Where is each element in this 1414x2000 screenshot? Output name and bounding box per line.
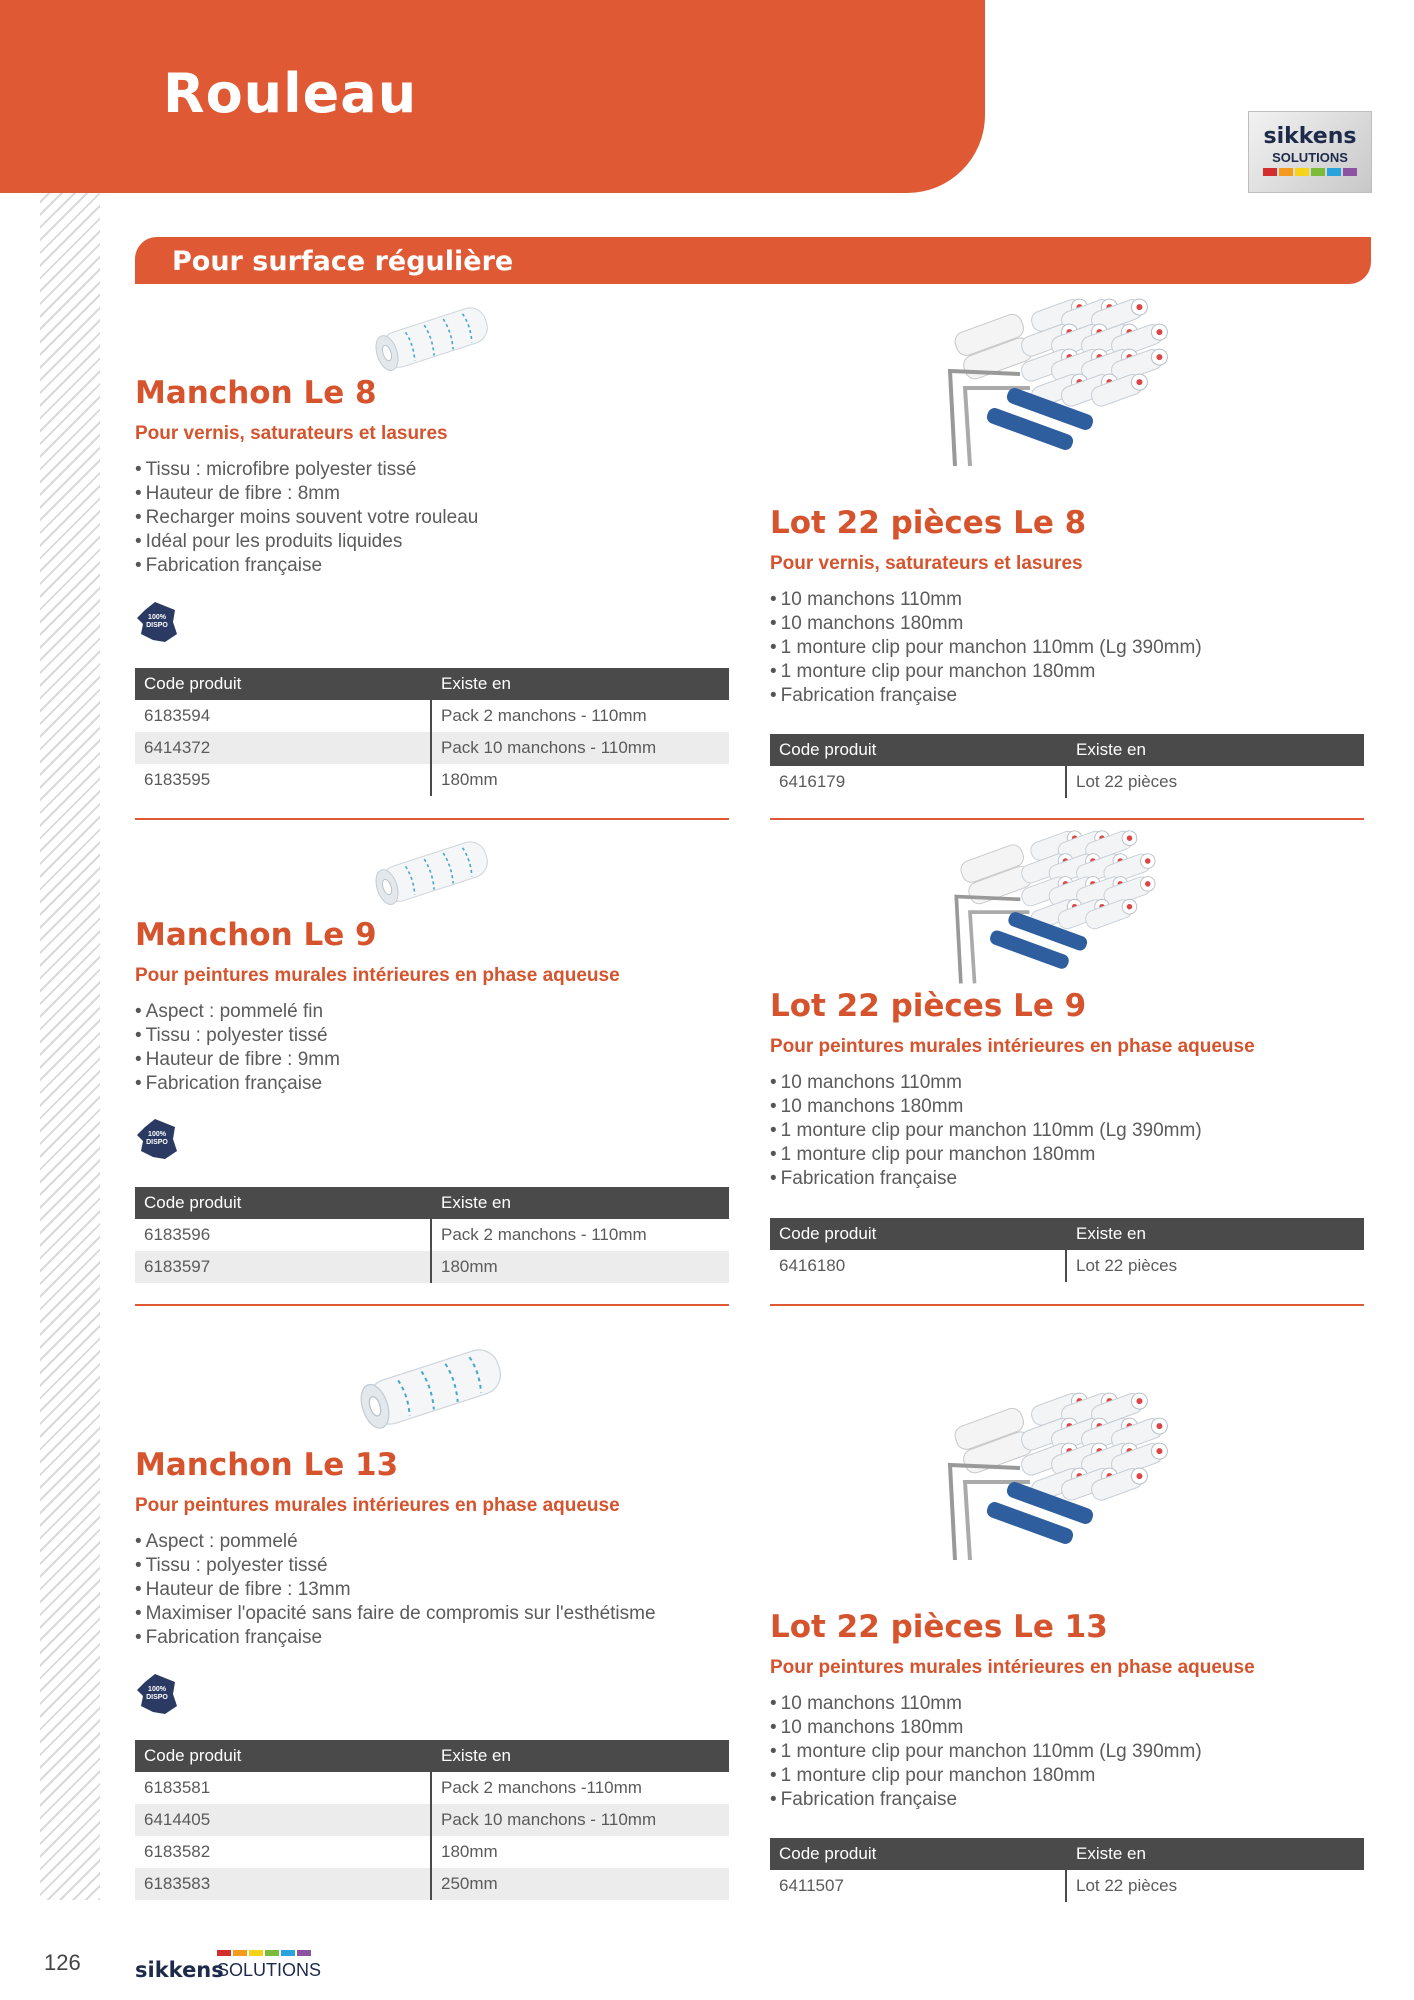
table-row [135, 1772, 729, 1804]
product-code: 6183597 [135, 1251, 431, 1283]
section-divider [770, 818, 1364, 820]
badge-text: 100% DISPO [146, 1131, 168, 1146]
feature-item: • 10 manchons 110mm [770, 588, 1202, 612]
feature-item: • 10 manchons 180mm [770, 1716, 1202, 1740]
product-features [770, 1692, 1202, 1812]
brand-color-bar [1343, 168, 1357, 176]
header-code: Code produit [135, 668, 431, 700]
header-variant: Existe en [1066, 1218, 1364, 1250]
table-header-row [770, 1218, 1364, 1250]
feature-item: • 1 monture clip pour manchon 110mm (Lg 390mm) [770, 636, 1202, 660]
table-header-row [135, 1187, 729, 1219]
section-title: Pour surface régulière [172, 246, 514, 277]
table-row [770, 1870, 1364, 1902]
feature-item: • Hauteur de fibre : 13mm [135, 1578, 656, 1602]
product-code: 6414405 [135, 1804, 431, 1836]
table-row [770, 766, 1364, 798]
product-variant: Lot 22 pièces [1066, 1870, 1364, 1902]
feature-item: • 10 manchons 110mm [770, 1071, 1202, 1095]
product-code-table [770, 734, 1364, 798]
brand-color-bar [1327, 168, 1341, 176]
table-header-row [770, 1838, 1364, 1870]
feature-item: • Fabrication française [770, 684, 1202, 708]
product-image [368, 296, 498, 381]
product-code: 6183594 [144, 706, 211, 725]
header-variant: Existe en [431, 1187, 729, 1219]
table-row [135, 1868, 729, 1900]
product-features [770, 1071, 1202, 1191]
table-row [135, 1804, 729, 1836]
product-features [135, 1000, 340, 1096]
header-code: Code produit [135, 1187, 431, 1219]
feature-item: • Fabrication française [770, 1167, 1202, 1191]
product-variant: 180mm [431, 1251, 729, 1283]
header-code: Code produit [770, 1838, 1066, 1870]
product-title: Manchon Le 9 [135, 917, 377, 953]
product-code-table [770, 1838, 1364, 1902]
feature-item: • 1 monture clip pour manchon 180mm [770, 1143, 1202, 1167]
product-subtitle: Pour peintures murales intérieures en phase aqueuse [770, 1657, 1255, 1678]
product-subtitle: Pour peintures murales intérieures en phase aqueuse [770, 1036, 1255, 1057]
feature-item: • Tissu : polyester tissé [135, 1554, 656, 1578]
product-variant: Pack 10 manchons - 110mm [431, 732, 729, 764]
feature-item: • Tissu : microfibre polyester tissé [135, 458, 478, 482]
product-variant: Lot 22 pièces [1066, 1250, 1364, 1282]
table-row [135, 1251, 729, 1283]
footer-brand-word: sikkens [135, 1958, 224, 1982]
logo-word: sikkens [1263, 124, 1357, 149]
product-code: 6416180 [779, 1256, 846, 1275]
product-variant: 180mm [431, 1836, 729, 1868]
product-variant: Pack 2 manchons - 110mm [431, 700, 729, 732]
feature-item: • Fabrication française [770, 1788, 1202, 1812]
table-row [135, 1836, 729, 1868]
feature-item: • 10 manchons 110mm [770, 1692, 1202, 1716]
logo-sub: SOLUTIONS [1272, 150, 1348, 165]
roller-sleeve-icon [350, 1335, 515, 1435]
roller-lot-icon [935, 296, 1205, 471]
product-code: 6183595 [144, 770, 211, 789]
product-variant: 180mm [431, 764, 729, 796]
feature-item: • Hauteur de fibre : 9mm [135, 1048, 340, 1072]
badge-text: 100% DISPO [146, 614, 168, 629]
brand-color-bar [217, 1950, 231, 1956]
feature-item: • 10 manchons 180mm [770, 1095, 1202, 1119]
product-code-table [770, 1218, 1364, 1282]
product-image [935, 296, 1205, 476]
feature-item: • Aspect : pommelé fin [135, 1000, 340, 1024]
brand-color-bar [1295, 168, 1309, 176]
feature-item: • Fabrication française [135, 1072, 340, 1096]
sikkens-logo [1248, 111, 1372, 193]
table-header-row [770, 734, 1364, 766]
roller-lot-icon [935, 828, 1197, 988]
feature-item: • Aspect : pommelé [135, 1530, 656, 1554]
product-title: Manchon Le 8 [135, 375, 377, 411]
product-title: Lot 22 pièces Le 13 [770, 1609, 1108, 1645]
feature-item: • Maximiser l'opacité sans faire de compromis sur l'esthétisme [135, 1602, 656, 1626]
made-in-france-badge [135, 1672, 179, 1716]
product-features [770, 588, 1202, 708]
product-variant: Pack 2 manchons - 110mm [431, 1219, 729, 1251]
section-divider [770, 1304, 1364, 1306]
product-subtitle: Pour vernis, saturateurs et lasures [135, 423, 448, 444]
product-image [935, 1385, 1205, 1575]
footer-color-bars [217, 1950, 311, 1956]
feature-item: • Fabrication française [135, 1626, 656, 1650]
header-variant: Existe en [1066, 1838, 1364, 1870]
header-code: Code produit [770, 734, 1066, 766]
product-image [368, 830, 498, 915]
product-code: 6183596 [144, 1225, 211, 1244]
product-features [135, 1530, 656, 1650]
page-header [0, 0, 985, 193]
product-code: 6416179 [779, 772, 846, 791]
product-title: Manchon Le 13 [135, 1447, 399, 1483]
product-code-table [135, 668, 729, 796]
table-row [770, 1250, 1364, 1282]
section-band [135, 237, 1371, 284]
footer-logo [135, 1950, 335, 1980]
page-title: Rouleau [163, 62, 418, 125]
roller-sleeve-icon [368, 830, 498, 910]
table-row [135, 1219, 729, 1251]
feature-item: • 1 monture clip pour manchon 180mm [770, 660, 1202, 684]
product-code-table [135, 1187, 729, 1283]
table-header-row [135, 668, 729, 700]
roller-sleeve-icon [368, 296, 498, 376]
header-variant: Existe en [431, 1740, 729, 1772]
product-variant: Lot 22 pièces [1066, 766, 1364, 798]
feature-item: • Idéal pour les produits liquides [135, 530, 478, 554]
table-row [135, 732, 729, 764]
brand-color-bar [1263, 168, 1277, 176]
brand-color-bar [233, 1950, 247, 1956]
product-title: Lot 22 pièces Le 8 [770, 505, 1087, 541]
header-code: Code produit [770, 1218, 1066, 1250]
table-header-row [135, 1740, 729, 1772]
brand-color-bar [1279, 168, 1293, 176]
product-image [350, 1335, 515, 1440]
product-subtitle: Pour peintures murales intérieures en phase aqueuse [135, 1495, 620, 1516]
feature-item: • 1 monture clip pour manchon 180mm [770, 1764, 1202, 1788]
brand-color-bar [281, 1950, 295, 1956]
brand-color-bar [265, 1950, 279, 1956]
product-code-table [135, 1740, 729, 1900]
roller-lot-icon [935, 1385, 1205, 1570]
section-divider [135, 818, 729, 820]
brand-color-bar [297, 1950, 311, 1956]
product-code: 6183582 [144, 1842, 211, 1861]
footer-brand-sub: SOLUTIONS [217, 1960, 322, 1980]
header-variant: Existe en [1066, 734, 1364, 766]
feature-item: • 1 monture clip pour manchon 110mm (Lg 390mm) [770, 1119, 1202, 1143]
made-in-france-badge [135, 600, 179, 644]
header-variant: Existe en [431, 668, 729, 700]
product-code: 6183581 [144, 1778, 211, 1797]
feature-item: • 10 manchons 180mm [770, 612, 1202, 636]
logo-color-bars [1263, 168, 1357, 176]
brand-color-bar [1311, 168, 1325, 176]
feature-item: • Fabrication française [135, 554, 478, 578]
product-variant: Pack 10 manchons - 110mm [431, 1804, 729, 1836]
product-features [135, 458, 478, 578]
product-code: 6411507 [779, 1876, 844, 1895]
badge-text: 100% DISPO [146, 1686, 168, 1701]
section-divider [135, 1304, 729, 1306]
made-in-france-badge [135, 1117, 179, 1161]
product-subtitle: Pour peintures murales intérieures en phase aqueuse [135, 965, 620, 986]
feature-item: • Tissu : polyester tissé [135, 1024, 340, 1048]
header-code: Code produit [135, 1740, 431, 1772]
product-title: Lot 22 pièces Le 9 [770, 988, 1087, 1024]
product-variant: Pack 2 manchons -110mm [431, 1772, 729, 1804]
table-row [135, 764, 729, 796]
side-hatch-decoration [40, 0, 100, 1900]
feature-item: • Recharger moins souvent votre rouleau [135, 506, 478, 530]
table-row [135, 700, 729, 732]
product-subtitle: Pour vernis, saturateurs et lasures [770, 553, 1083, 574]
product-image [935, 828, 1197, 993]
brand-color-bar [249, 1950, 263, 1956]
product-code: 6414372 [135, 732, 431, 764]
product-code: 6183583 [135, 1868, 431, 1900]
product-variant: 250mm [431, 1868, 729, 1900]
page-number: 126 [44, 1950, 81, 1975]
feature-item: • 1 monture clip pour manchon 110mm (Lg 390mm) [770, 1740, 1202, 1764]
feature-item: • Hauteur de fibre : 8mm [135, 482, 478, 506]
